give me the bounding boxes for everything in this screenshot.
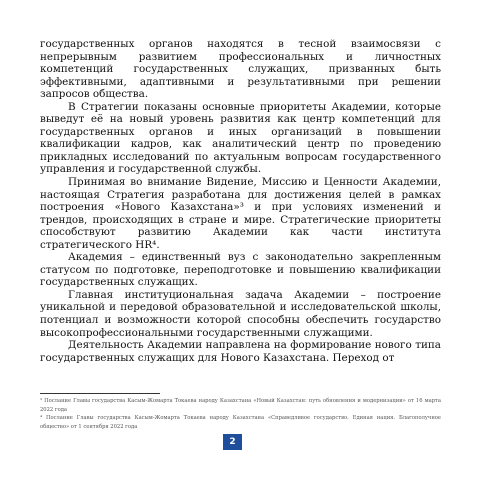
- document-page: [40, 38, 441, 364]
- paragraph-main-task: Главная институциональная задача Академии – построение уникальной и передовой образовательной и исследовательской школы, потенциал и возможности которой способны обеспечить государство высокопрофессиональными государственными служащими.: [40, 288, 441, 339]
- body-text: [40, 38, 441, 364]
- paragraph-strategy-priorities: В Стратегии показаны основные приоритеты Академии, которые выведут её на новый уровень развития как центр компетенций для государственных органов и иных организаций в повышении квалификации кадров, как аналитический центр по проведению прикладных исследований по актуальным вопросам государственного управления и государственной службы.: [40, 100, 441, 176]
- paragraph-vision-mission: Принимая во внимание Видение, Миссию и Ценности Академии, настоящая Стратегия разработана для достижения целей в рамках построения «Нового Казахстана»³ и при условиях изменений и трендов, происходящих в стране и мире. Стратегические приоритеты способствуют развитию Академии как части института стратегического HR⁴.: [40, 176, 441, 251]
- footnotes: [40, 397, 441, 431]
- paragraph-activity: Деятельность Академии направлена на формирование нового типа государственных служащих для Нового Казахстана. Переход от: [40, 339, 441, 364]
- footnote-divider: [40, 393, 160, 394]
- footnote-3: ³ Послание Главы государства Касым-Жомарта Токаева народу Казахстана «Новый Казахстан: путь обновления и модернизации» от 16 марта 2022 года: [40, 398, 441, 413]
- paragraph-academy-status: Академия – единственный вуз с законодательно закрепленным статусом по подготовке, переподготовке и повышению квалификации государственных служащих.: [40, 251, 441, 289]
- footnote-4: ⁴ Послание Главы государства Касым-Жомарта Токаева народу Казахстана «Справедливое государство. Единая нация. Благополучное общество» от 1 сентября 2022 года: [40, 415, 441, 430]
- page-number-badge: 2: [223, 434, 242, 450]
- paragraph-continuation: государственных органов находятся в тесной взаимосвязи с непрерывным развитием профессиональных и личностных компетенций государственных служащих, призванных быть эффективными, адаптивными и результативными при решении запросов общества.: [40, 38, 441, 101]
